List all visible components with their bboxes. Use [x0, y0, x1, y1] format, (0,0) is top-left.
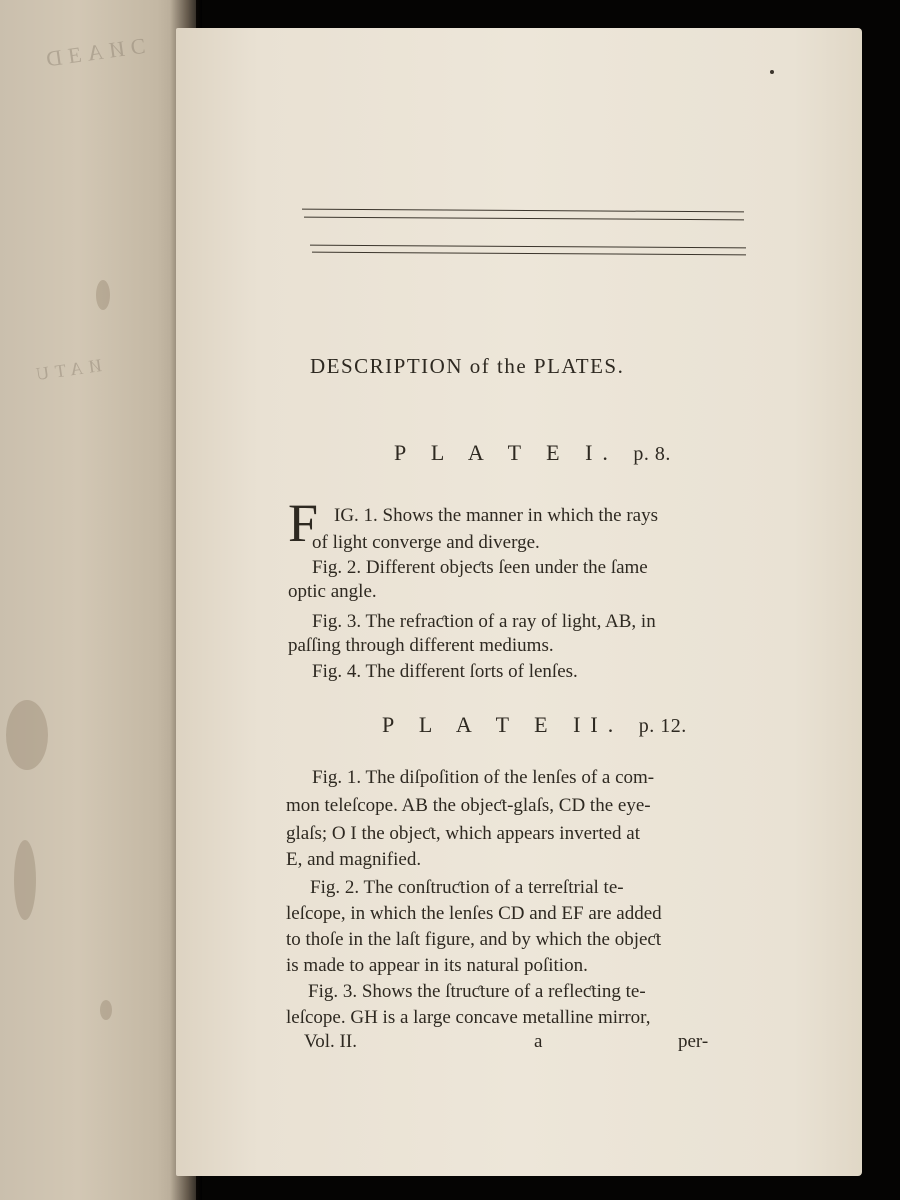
plate-page: p. 12. — [638, 715, 687, 737]
text-line: leſcope. GH is a large concave metalline mirror, — [286, 1007, 651, 1028]
book-page — [176, 28, 862, 1176]
text-line: paſſing through different mediums. — [288, 635, 554, 656]
signature-mark: a — [534, 1031, 543, 1052]
catchword: per- — [678, 1031, 709, 1052]
show-through-text: ИATU — [28, 355, 103, 385]
text-line: mon teleſcope. AB the objeƈt-glaſs, CD the eye- — [286, 795, 651, 816]
text-line: of light converge and diverge. — [312, 532, 540, 553]
text-line: optic angle. — [288, 581, 377, 602]
plate-heading — [394, 440, 671, 466]
top-rule — [312, 252, 746, 256]
text-line: Fig. 2. Different objeƈts ſeen under the ſame — [312, 557, 648, 578]
facing-page — [0, 0, 196, 1200]
text-line: leſcope, in which the lenſes CD and EF are added — [286, 903, 662, 924]
paper-speck — [770, 70, 774, 74]
plate-heading — [382, 712, 687, 738]
top-rule — [304, 217, 744, 221]
text-line: Fig. 4. The different ſorts of lenſes. — [312, 661, 578, 682]
volume-number: Vol. II. — [304, 1031, 357, 1052]
plate-title: P L A T E I. — [394, 440, 618, 465]
text-line: Fig. 1. The diſpoſition of the lenſes of a com- — [312, 767, 655, 788]
drop-cap: F — [288, 493, 319, 553]
text-line: IG. 1. Shows the manner in which the rays — [334, 505, 658, 526]
text-line: Fig. 3. Shows the ſtruƈture of a refleƈting te- — [308, 981, 646, 1002]
page-title: DESCRIPTION of the PLATES. — [310, 354, 625, 378]
text-line: Fig. 3. The refraƈtion of a ray of light, AB, in — [312, 611, 656, 632]
top-rule — [302, 209, 744, 213]
text-line: Fig. 2. The conſtruƈtion of a terreſtrial te- — [310, 877, 624, 898]
plate-page: p. 8. — [633, 443, 671, 465]
top-rule — [310, 245, 746, 249]
text-line: E, and magnified. — [286, 849, 422, 870]
text-line: is made to appear in its natural poſition. — [286, 955, 588, 976]
text-line: glaſs; O I the objeƈt, which appears inverted at — [286, 823, 641, 844]
show-through-text: ƆИAƎD — [38, 32, 147, 73]
plate-title: P L A T E II. — [382, 712, 624, 737]
text-line: to thoſe in the laſt figure, and by which the objeƈt — [286, 929, 662, 950]
